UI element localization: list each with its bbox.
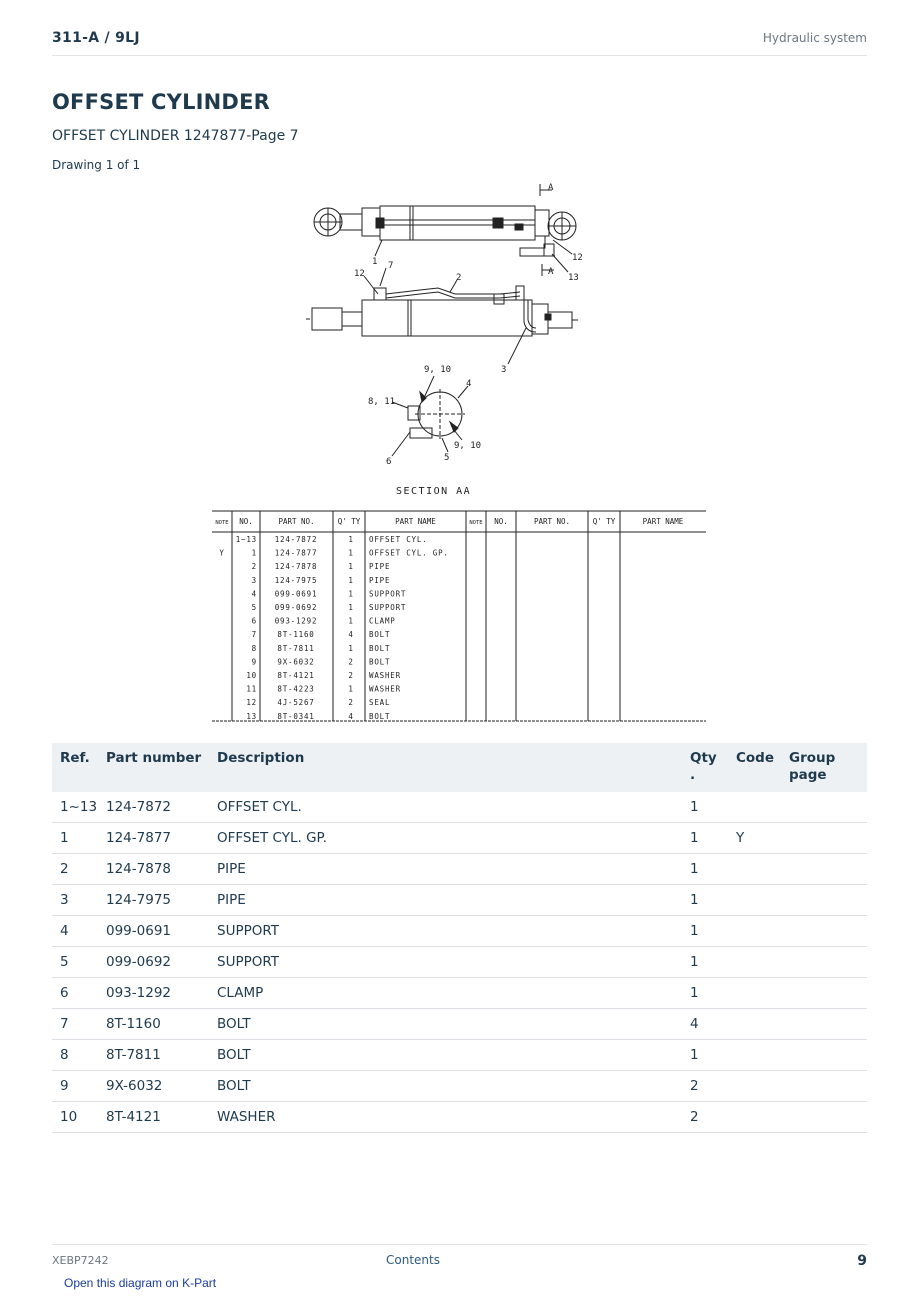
cell-group-page bbox=[781, 885, 867, 916]
scan-table-header: PART NAME bbox=[395, 517, 436, 526]
scan-table-header: PART NAME bbox=[642, 517, 684, 526]
cell-part-number: 093-1292 bbox=[98, 978, 209, 1009]
scan-cell-qty: 1 bbox=[348, 684, 354, 694]
cell-description: BOLT bbox=[209, 1040, 682, 1071]
scan-cell-no: 1~13 bbox=[235, 535, 257, 544]
cell-description: BOLT bbox=[209, 1009, 682, 1040]
page-number: 9 bbox=[857, 1253, 867, 1269]
cell-ref: 9 bbox=[52, 1071, 98, 1102]
scan-cell-name: SEAL bbox=[369, 698, 391, 708]
scan-cell-qty: 4 bbox=[348, 630, 354, 640]
cell-description: BOLT bbox=[209, 1071, 682, 1102]
section-arrow-a-top: A bbox=[548, 183, 554, 193]
cell-description: PIPE bbox=[209, 885, 682, 916]
cell-description: OFFSET CYL. GP. bbox=[209, 823, 682, 854]
scan-cell-qty: 1 bbox=[348, 616, 354, 626]
page-header bbox=[52, 28, 867, 56]
callout-6: 6 bbox=[386, 457, 392, 467]
scan-cell-no: 5 bbox=[251, 603, 257, 612]
cell-qty: 1 bbox=[682, 854, 728, 885]
cell-qty: 2 bbox=[682, 1071, 728, 1102]
callout-5: 5 bbox=[444, 453, 450, 463]
cell-code bbox=[728, 947, 781, 978]
col-qty: Qty . bbox=[682, 743, 728, 792]
col-part-number: Part number bbox=[98, 743, 209, 792]
scan-cell-part-number: 124-7975 bbox=[274, 575, 318, 585]
cell-group-page bbox=[781, 1040, 867, 1071]
callout-3: 3 bbox=[501, 365, 507, 375]
cell-description: SUPPORT bbox=[209, 947, 682, 978]
scan-cell-name: SUPPORT bbox=[369, 603, 407, 612]
scan-cell-part-number: 124-7877 bbox=[274, 548, 318, 558]
system-label: Hydraulic system bbox=[762, 31, 867, 45]
scan-cell-no: 4 bbox=[251, 589, 257, 599]
scan-cell-no: 10 bbox=[246, 671, 257, 680]
parts-diagram bbox=[210, 176, 710, 726]
cell-code bbox=[728, 854, 781, 885]
cell-part-number: 9X-6032 bbox=[98, 1071, 209, 1102]
cell-qty: 1 bbox=[682, 823, 728, 854]
scan-cell-name: PIPE bbox=[369, 575, 391, 585]
scan-cell-part-number: 8T-4223 bbox=[277, 684, 315, 694]
col-group-page: Group page bbox=[781, 743, 867, 792]
scan-table-header: NO. bbox=[494, 517, 508, 526]
scan-cell-qty: 2 bbox=[348, 671, 354, 680]
scan-cell-no: 7 bbox=[251, 630, 257, 640]
table-row bbox=[52, 1071, 867, 1102]
scan-table-header: Q' TY bbox=[337, 517, 361, 526]
scan-cell-part-number: 4J-5267 bbox=[277, 698, 315, 708]
scan-table-header: PART NO. bbox=[278, 517, 315, 526]
scan-cell-no: 2 bbox=[251, 562, 257, 572]
callout-12-left: 12 bbox=[354, 269, 365, 279]
scan-cell-part-number: 099-0692 bbox=[274, 603, 318, 612]
cell-ref: 3 bbox=[52, 885, 98, 916]
callout-2: 2 bbox=[456, 273, 462, 283]
contents-link[interactable]: Contents bbox=[386, 1253, 440, 1267]
scan-cell-no: 9 bbox=[251, 657, 257, 667]
scan-table-header: NOTE bbox=[469, 520, 483, 526]
col-code: Code bbox=[728, 743, 781, 792]
scan-cell-name: CLAMP bbox=[369, 616, 396, 626]
cell-qty: 1 bbox=[682, 885, 728, 916]
scan-cell-name: BOLT bbox=[369, 711, 391, 721]
scan-cell-part-number: 8T-4121 bbox=[277, 671, 315, 680]
cell-code: Y bbox=[728, 823, 781, 854]
table-row bbox=[52, 978, 867, 1009]
page-subtitle: OFFSET CYLINDER 1247877-Page 7 bbox=[52, 128, 299, 144]
scan-cell-qty: 1 bbox=[348, 548, 354, 558]
scan-cell-name: BOLT bbox=[369, 643, 391, 653]
cell-group-page bbox=[781, 1102, 867, 1133]
page-footer bbox=[52, 1244, 867, 1274]
scan-cell-no: 13 bbox=[246, 711, 257, 721]
cell-group-page bbox=[781, 823, 867, 854]
scan-cell-name: PIPE bbox=[369, 562, 391, 572]
cell-qty: 1 bbox=[682, 947, 728, 978]
cell-code bbox=[728, 1071, 781, 1102]
callout-9-10-top: 9, 10 bbox=[424, 365, 452, 375]
scan-cell-no: 11 bbox=[246, 684, 257, 694]
scan-table-header: Q' TY bbox=[592, 517, 616, 526]
scan-cell-name: BOLT bbox=[369, 630, 391, 640]
cell-description: OFFSET CYL. bbox=[209, 792, 682, 823]
kpart-link[interactable]: Open this diagram on K-Part bbox=[64, 1276, 217, 1290]
table-row bbox=[52, 792, 867, 823]
cell-code bbox=[728, 885, 781, 916]
cell-part-number: 8T-1160 bbox=[98, 1009, 209, 1040]
parts-table bbox=[52, 743, 867, 1133]
cell-part-number: 8T-4121 bbox=[98, 1102, 209, 1133]
cell-part-number: 124-7975 bbox=[98, 885, 209, 916]
scan-cell-name: WASHER bbox=[369, 671, 401, 680]
cell-ref: 1~13 bbox=[52, 792, 98, 823]
scan-cell-qty: 1 bbox=[348, 589, 354, 599]
scan-cell-name: OFFSET CYL. GP. bbox=[369, 548, 449, 558]
cell-qty: 2 bbox=[682, 1102, 728, 1133]
parts-table-header bbox=[52, 743, 867, 792]
callout-4: 4 bbox=[466, 379, 472, 389]
scan-table-header: PART NO. bbox=[533, 517, 571, 526]
drawing-count: Drawing 1 of 1 bbox=[52, 158, 141, 172]
cell-group-page bbox=[781, 978, 867, 1009]
cell-part-number: 8T-7811 bbox=[98, 1040, 209, 1071]
cylinder-top-view bbox=[314, 206, 576, 256]
doc-id: XEBP7242 bbox=[52, 1254, 109, 1267]
scan-cell-qty: 2 bbox=[348, 698, 354, 708]
cell-group-page bbox=[781, 916, 867, 947]
table-row bbox=[52, 1009, 867, 1040]
scan-cell-qty: 1 bbox=[348, 535, 354, 544]
scan-cell-note: Y bbox=[219, 548, 225, 558]
scan-cell-part-number: 9X-6032 bbox=[277, 657, 315, 667]
cell-description: PIPE bbox=[209, 854, 682, 885]
table-row bbox=[52, 1040, 867, 1071]
cell-qty: 4 bbox=[682, 1009, 728, 1040]
cell-code bbox=[728, 916, 781, 947]
cell-code bbox=[728, 1040, 781, 1071]
scan-cell-part-number: 8T-0341 bbox=[277, 711, 315, 721]
cell-group-page bbox=[781, 792, 867, 823]
scan-cell-name: BOLT bbox=[369, 657, 391, 667]
cell-qty: 1 bbox=[682, 916, 728, 947]
callout-12-right: 12 bbox=[572, 253, 583, 263]
table-row bbox=[52, 823, 867, 854]
callout-1: 1 bbox=[372, 257, 378, 267]
cell-ref: 5 bbox=[52, 947, 98, 978]
cell-group-page bbox=[781, 1071, 867, 1102]
callout-8-11: 8, 11 bbox=[368, 397, 396, 407]
cell-ref: 2 bbox=[52, 854, 98, 885]
col-ref: Ref. bbox=[52, 743, 98, 792]
scan-cell-qty: 2 bbox=[348, 657, 354, 667]
cell-ref: 1 bbox=[52, 823, 98, 854]
scan-cell-name: OFFSET CYL. bbox=[369, 535, 428, 544]
scan-cell-part-number: 124-7872 bbox=[274, 535, 318, 544]
scan-cell-part-number: 8T-7811 bbox=[277, 643, 315, 653]
cell-description: WASHER bbox=[209, 1102, 682, 1133]
scan-cell-qty: 1 bbox=[348, 603, 354, 612]
scan-cell-no: 6 bbox=[251, 616, 257, 626]
scan-cell-part-number: 099-0691 bbox=[274, 589, 318, 599]
cell-description: SUPPORT bbox=[209, 916, 682, 947]
table-row bbox=[52, 854, 867, 885]
callout-7: 7 bbox=[388, 261, 394, 271]
cell-qty: 1 bbox=[682, 792, 728, 823]
cell-qty: 1 bbox=[682, 1040, 728, 1071]
cell-part-number: 124-7878 bbox=[98, 854, 209, 885]
callout-13: 13 bbox=[568, 273, 579, 283]
scan-cell-qty: 4 bbox=[348, 711, 354, 721]
col-description: Description bbox=[209, 743, 682, 792]
cylinder-side-view bbox=[306, 286, 578, 336]
table-row bbox=[52, 916, 867, 947]
table-row bbox=[52, 885, 867, 916]
table-row bbox=[52, 947, 867, 978]
scan-cell-name: SUPPORT bbox=[369, 589, 407, 599]
scan-cell-qty: 1 bbox=[348, 575, 354, 585]
cell-description: CLAMP bbox=[209, 978, 682, 1009]
callout-9-10-bottom: 9, 10 bbox=[454, 441, 482, 451]
scan-cell-part-number: 124-7878 bbox=[274, 562, 318, 572]
scan-cell-part-number: 8T-1160 bbox=[277, 630, 315, 640]
table-row bbox=[52, 1102, 867, 1133]
cell-code bbox=[728, 1102, 781, 1133]
scan-cell-qty: 1 bbox=[348, 562, 354, 572]
cell-code bbox=[728, 792, 781, 823]
scan-cell-part-number: 093-1292 bbox=[274, 616, 318, 626]
scan-cell-no: 1 bbox=[251, 548, 257, 558]
cell-code bbox=[728, 1009, 781, 1040]
cell-ref: 6 bbox=[52, 978, 98, 1009]
section-aa-view bbox=[408, 389, 465, 439]
section-label: SECTION AA bbox=[396, 486, 472, 497]
scan-cell-name: WASHER bbox=[369, 684, 401, 694]
model-label: 311-A / 9LJ bbox=[52, 30, 140, 46]
cell-part-number: 124-7877 bbox=[98, 823, 209, 854]
page-title: OFFSET CYLINDER bbox=[52, 90, 270, 114]
cell-ref: 8 bbox=[52, 1040, 98, 1071]
cell-group-page bbox=[781, 947, 867, 978]
cell-ref: 7 bbox=[52, 1009, 98, 1040]
scan-cell-qty: 1 bbox=[348, 643, 354, 653]
scan-table-header: NOTE bbox=[215, 520, 229, 526]
cell-group-page bbox=[781, 854, 867, 885]
cell-part-number: 124-7872 bbox=[98, 792, 209, 823]
cell-part-number: 099-0692 bbox=[98, 947, 209, 978]
scan-cell-no: 3 bbox=[251, 575, 257, 585]
cell-group-page bbox=[781, 1009, 867, 1040]
scan-cell-no: 12 bbox=[246, 698, 257, 708]
cell-code bbox=[728, 978, 781, 1009]
cell-qty: 1 bbox=[682, 978, 728, 1009]
cell-ref: 10 bbox=[52, 1102, 98, 1133]
section-arrow-a-bottom: A bbox=[548, 267, 554, 277]
cell-ref: 4 bbox=[52, 916, 98, 947]
cell-part-number: 099-0691 bbox=[98, 916, 209, 947]
scan-cell-no: 8 bbox=[251, 643, 257, 653]
scan-table-header: NO. bbox=[239, 517, 253, 526]
